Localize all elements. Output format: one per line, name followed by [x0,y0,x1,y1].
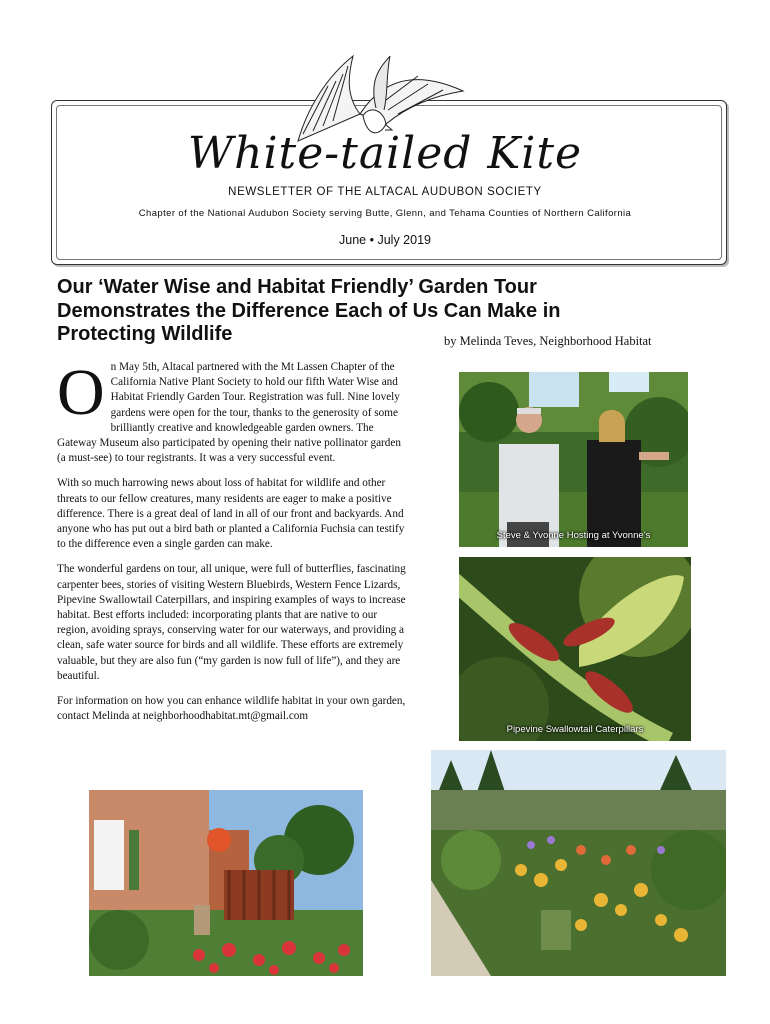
photo-garden-house-image [89,790,363,976]
photo-garden-flowers-image [431,750,726,976]
photo-caterpillars-caption: Pipevine Swallowtail Caterpillars [506,724,644,735]
photo-caterpillars [459,557,691,741]
photo-garden-flowers [431,750,726,976]
issue-date: June • July 2019 [339,233,431,247]
photo-hosts-image [459,372,688,547]
article-body [57,356,411,734]
photo-caterpillars-image [459,557,691,741]
paragraph-3: The wonderful gardens on tour, all unique, were full of butterflies, fascinating carpenter bees, stories of visiting Western Bluebirds, Western Fence Lizards, Pipevine Swallowtail Caterpillars, and inspiring examples of ways to increase habitat. Best efforts included: incorporating plants that are native to our region, avoiding sprays, conserving water for our waterways, and providing a clean, safe water source for birds and all wildlife. These efforts are extremely valuable, but they are also fun (“my garden is now full of life”), and they are beautiful. [57,563,406,682]
chapter-line: Chapter of the National Audubon Society serving Butte, Glenn, and Tehama Counties of Northern California [138,208,632,219]
paragraph-1: On May 5th, Altacal partnered with the Mt Lassen Chapter of the California Native Plant Society to hold our fifth Water Wise and Habitat Friendly Garden Tour. Registration was full. Nine lovely gardens were open for the tour, thanks to the generosity of some brilliantly creative and knowledgeable garden owners. The Gateway Museum also participated by opening their native pollinator garden (a must-see) to tour registrants. It was a very successful event. [57,356,401,465]
paragraph-4: For information on how you can enhance wildlife habitat in your own garden, contact Melinda at neighborhoodhabitat.mt@gmail.com [57,695,406,723]
photo-hosts [459,372,688,547]
drop-cap: O [57,356,105,429]
photo-garden-house [89,790,363,976]
newsletter-title: White-tailed Kite [187,128,583,179]
article-byline: by Melinda Teves, Neighborhood Habitat [444,334,652,348]
article-headline: Our ‘Water Wise and Habitat Friendly’ Garden Tour Demonstrates the Difference Each of Us Can Make in Protecting Wildlife [57,276,561,345]
paragraph-2: With so much harrowing news about loss of habitat for wildlife and other threats to our fellow creatures, many residents are eager to make a positive difference. There is a great deal of land in all of our front and backyards. And anyone who has put out a bird bath or planted a California Fuchsia can testify to the difference even a single garden can make. [57,477,405,551]
photo-hosts-caption: Steve & Yvonne Hosting at Yvonne’s [496,530,651,541]
newsletter-subtitle: NEWSLETTER OF THE ALTACAL AUDUBON SOCIETY [228,186,542,198]
